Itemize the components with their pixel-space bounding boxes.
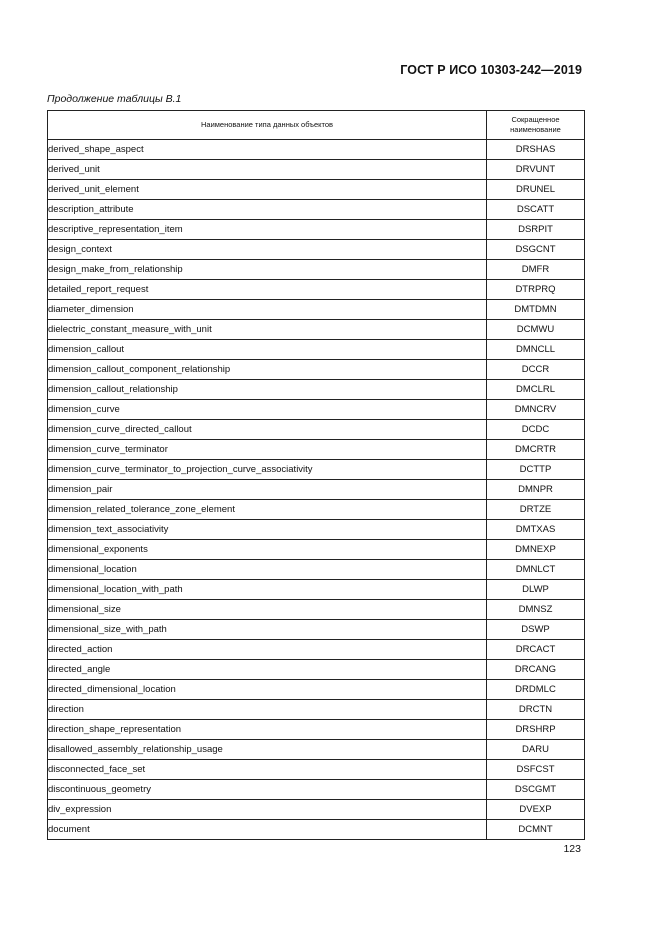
table-row [48, 480, 585, 500]
entity-name-cell: disallowed_assembly_relationship_usage [48, 740, 487, 760]
entity-name-cell: direction_shape_representation [48, 720, 487, 740]
entity-name-cell: dielectric_constant_measure_with_unit [48, 320, 487, 340]
entity-name-cell: dimension_callout_component_relationship [48, 360, 487, 380]
entity-name-cell: dimension_callout_relationship [48, 380, 487, 400]
table-row [48, 200, 585, 220]
short-name-cell: DMCRTR [487, 440, 585, 460]
table-row [48, 240, 585, 260]
table-row [48, 280, 585, 300]
entity-name-cell: design_context [48, 240, 487, 260]
table-row [48, 320, 585, 340]
table-row [48, 660, 585, 680]
short-name-cell: DMNCRV [487, 400, 585, 420]
entity-name-cell: diameter_dimension [48, 300, 487, 320]
table-row [48, 620, 585, 640]
entity-name-cell: description_attribute [48, 200, 487, 220]
short-name-cell: DCDC [487, 420, 585, 440]
short-name-cell: DSGCNT [487, 240, 585, 260]
table-row [48, 560, 585, 580]
short-name-cell: DMNSZ [487, 600, 585, 620]
table-row [48, 540, 585, 560]
short-name-cell: DRUNEL [487, 180, 585, 200]
table-row [48, 340, 585, 360]
table-row [48, 420, 585, 440]
short-name-cell: DMTXAS [487, 520, 585, 540]
table-row [48, 140, 585, 160]
entity-name-cell: discontinuous_geometry [48, 780, 487, 800]
short-name-cell: DRSHRP [487, 720, 585, 740]
short-name-cell: DCCR [487, 360, 585, 380]
data-types-table [47, 110, 585, 840]
table-row [48, 360, 585, 380]
entity-name-cell: dimensional_location [48, 560, 487, 580]
table-row [48, 520, 585, 540]
short-name-cell: DMCLRL [487, 380, 585, 400]
short-name-cell: DSCGMT [487, 780, 585, 800]
short-name-cell: DMNPR [487, 480, 585, 500]
table-row [48, 680, 585, 700]
short-name-cell: DTRPRQ [487, 280, 585, 300]
entity-name-cell: dimensional_exponents [48, 540, 487, 560]
entity-name-cell: dimensional_location_with_path [48, 580, 487, 600]
short-name-cell: DRCTN [487, 700, 585, 720]
entity-name-cell: detailed_report_request [48, 280, 487, 300]
entity-name-cell: directed_action [48, 640, 487, 660]
table-row [48, 720, 585, 740]
short-name-cell: DRDMLC [487, 680, 585, 700]
table-caption: Продолжение таблицы В.1 [47, 93, 182, 105]
short-name-cell: DSFCST [487, 760, 585, 780]
entity-name-cell: derived_unit [48, 160, 487, 180]
column-header-name: Наименование типа данных объектов [48, 111, 487, 140]
table-row [48, 180, 585, 200]
entity-name-cell: derived_unit_element [48, 180, 487, 200]
short-name-cell: DMTDMN [487, 300, 585, 320]
table-row [48, 440, 585, 460]
entity-name-cell: dimension_curve_terminator_to_projection_curve_associativity [48, 460, 487, 480]
short-name-cell: DRVUNT [487, 160, 585, 180]
short-name-cell: DSCATT [487, 200, 585, 220]
entity-name-cell: dimensional_size_with_path [48, 620, 487, 640]
short-name-cell: DMFR [487, 260, 585, 280]
short-name-cell: DLWP [487, 580, 585, 600]
standard-designation: ГОСТ Р ИСО 10303-242—2019 [400, 63, 582, 77]
short-name-cell: DCMNT [487, 820, 585, 840]
entity-name-cell: derived_shape_aspect [48, 140, 487, 160]
table-body [48, 140, 585, 840]
short-name-cell: DRCANG [487, 660, 585, 680]
entity-name-cell: dimension_text_associativity [48, 520, 487, 540]
entity-name-cell: dimension_curve_directed_callout [48, 420, 487, 440]
short-name-cell: DMNLCT [487, 560, 585, 580]
entity-name-cell: dimensional_size [48, 600, 487, 620]
table-row [48, 500, 585, 520]
table-row [48, 760, 585, 780]
short-name-cell: DCMWU [487, 320, 585, 340]
entity-name-cell: directed_dimensional_location [48, 680, 487, 700]
table-row [48, 800, 585, 820]
entity-name-cell: dimension_curve [48, 400, 487, 420]
short-name-cell: DARU [487, 740, 585, 760]
table-header-row [48, 111, 585, 140]
short-name-cell: DMNEXP [487, 540, 585, 560]
entity-name-cell: directed_angle [48, 660, 487, 680]
entity-name-cell: document [48, 820, 487, 840]
table-row [48, 160, 585, 180]
entity-name-cell: div_expression [48, 800, 487, 820]
short-name-cell: DRCACT [487, 640, 585, 660]
short-name-cell: DCTTP [487, 460, 585, 480]
entity-name-cell: direction [48, 700, 487, 720]
table-row [48, 380, 585, 400]
entity-name-cell: dimension_callout [48, 340, 487, 360]
short-name-cell: DSWP [487, 620, 585, 640]
short-name-cell: DMNCLL [487, 340, 585, 360]
entity-name-cell: design_make_from_relationship [48, 260, 487, 280]
table-row [48, 700, 585, 720]
short-name-cell: DSRPIT [487, 220, 585, 240]
table-row [48, 600, 585, 620]
entity-name-cell: disconnected_face_set [48, 760, 487, 780]
table-row [48, 640, 585, 660]
short-name-cell: DRSHAS [487, 140, 585, 160]
page-number: 123 [563, 843, 581, 855]
entity-name-cell: dimension_curve_terminator [48, 440, 487, 460]
table-row [48, 780, 585, 800]
short-name-cell: DRTZE [487, 500, 585, 520]
table-row [48, 820, 585, 840]
table-row [48, 220, 585, 240]
table-row [48, 460, 585, 480]
entity-name-cell: dimension_related_tolerance_zone_element [48, 500, 487, 520]
table-row [48, 400, 585, 420]
table-row [48, 580, 585, 600]
short-name-cell: DVEXP [487, 800, 585, 820]
table-row [48, 300, 585, 320]
column-header-abbreviation: Сокращенное наименование [487, 111, 585, 140]
entity-name-cell: descriptive_representation_item [48, 220, 487, 240]
entity-name-cell: dimension_pair [48, 480, 487, 500]
table-row [48, 740, 585, 760]
table-row [48, 260, 585, 280]
